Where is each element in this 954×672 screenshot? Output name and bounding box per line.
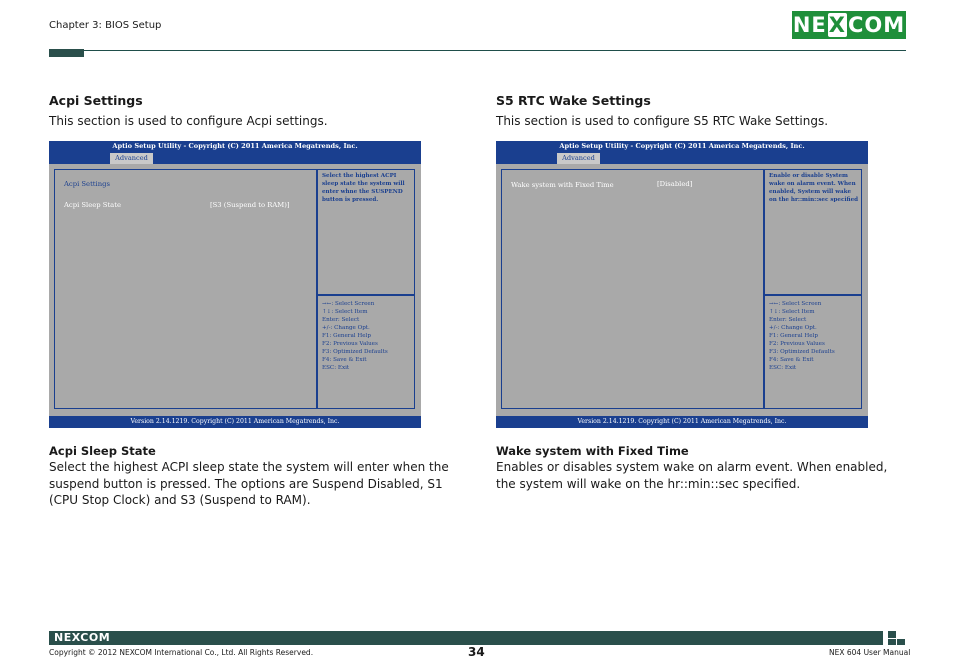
section-title-s5-rtc: S5 RTC Wake Settings	[496, 93, 651, 108]
section-intro-s5-rtc: This section is used to configure S5 RTC Wake Settings.	[496, 114, 829, 128]
key-hint: F1: General Help	[322, 333, 371, 339]
bios-screen-s5-rtc	[496, 141, 868, 428]
section-title-acpi: Acpi Settings	[49, 93, 143, 108]
bios-version-bar: Version 2.14.1219. Copyright (C) 2011 American Megatrends, Inc.	[496, 416, 868, 428]
bios-main-panel	[501, 169, 764, 409]
key-hint: →←: Select Screen	[322, 301, 375, 307]
nexcom-logo	[792, 11, 906, 39]
bios-tab-bar	[496, 152, 868, 164]
bios-tab-bar	[49, 152, 421, 164]
logo-text-com: COM	[847, 13, 906, 37]
key-hint: ESC: Exit	[769, 365, 797, 371]
page-number: 34	[468, 645, 485, 659]
key-hint: Enter: Select	[769, 317, 807, 323]
bios-keys-panel	[317, 295, 415, 409]
footer-square-icon	[897, 639, 905, 645]
logo-text-x: X	[828, 13, 846, 37]
bios-main-panel	[54, 169, 317, 409]
bios-help-panel	[764, 169, 862, 295]
bios-screen-acpi	[49, 141, 421, 428]
bios-help-text: Enable or disable System wake on alarm event. When enabled, System will wake on the hr::min::sec specified	[769, 173, 859, 203]
bios-item-wake-fixed-time[interactable]: Wake system with Fixed Time	[511, 181, 614, 189]
key-hint: ↑↓: Select Item	[322, 309, 368, 315]
bios-item-value[interactable]: [Disabled]	[657, 180, 693, 188]
footer-square-icon	[888, 639, 896, 645]
bios-tab-advanced[interactable]: Advanced	[110, 153, 153, 164]
key-hint: ↑↓: Select Item	[769, 309, 815, 315]
header-accent-block	[49, 49, 84, 57]
key-hint: +/-: Change Opt.	[322, 325, 370, 331]
key-hint: →←: Select Screen	[769, 301, 822, 307]
key-hint: F3: Optimized Defaults	[769, 349, 835, 355]
bios-title-bar: Aptio Setup Utility - Copyright (C) 2011 America Megatrends, Inc.	[49, 141, 421, 152]
footer-logo: NEXCOM	[54, 631, 111, 644]
bios-version-bar: Version 2.14.1219. Copyright (C) 2011 American Megatrends, Inc.	[49, 416, 421, 428]
key-hint: F4: Save & Exit	[769, 357, 814, 363]
key-hint: ESC: Exit	[322, 365, 350, 371]
bios-item-acpi-sleep-state[interactable]: Acpi Sleep State	[64, 201, 121, 209]
bios-key-list	[769, 300, 835, 372]
bios-tab-advanced[interactable]: Advanced	[557, 153, 600, 164]
description-acpi-sleep: Select the highest ACPI sleep state the system will enter when the suspend button is pressed. The options are Suspend Disabled, S1 (CPU Stop Clock) and S3 (Suspend to RAM).	[49, 460, 449, 507]
key-hint: Enter: Select	[322, 317, 360, 323]
bios-item-value[interactable]: [S3 (Suspend to RAM)]	[210, 201, 290, 209]
key-hint: F1: General Help	[769, 333, 818, 339]
bios-help-panel	[317, 169, 415, 295]
footer-bar	[49, 631, 883, 645]
footer-square-icon	[888, 631, 896, 638]
section-intro-acpi: This section is used to configure Acpi settings.	[49, 114, 328, 128]
header-rule	[84, 50, 906, 51]
bios-keys-panel	[764, 295, 862, 409]
key-hint: F3: Optimized Defaults	[322, 349, 388, 355]
key-hint: F2: Previous Values	[769, 341, 825, 347]
bios-section-label: Acpi Settings	[64, 180, 110, 188]
subsection-title-wake-fixed-time: Wake system with Fixed Time	[496, 444, 689, 458]
key-hint: +/-: Change Opt.	[769, 325, 817, 331]
subsection-title-acpi-sleep: Acpi Sleep State	[49, 444, 156, 458]
chapter-label: Chapter 3: BIOS Setup	[49, 20, 162, 31]
key-hint: F2: Previous Values	[322, 341, 378, 347]
footer-manual-name: NEX 604 User Manual	[829, 648, 911, 657]
bios-help-text: Select the highest ACPI sleep state the system will enter whne the SUSPEND button is pressed.	[322, 173, 405, 203]
bios-title-bar: Aptio Setup Utility - Copyright (C) 2011 America Megatrends, Inc.	[496, 141, 868, 152]
bios-key-list	[322, 300, 388, 372]
footer-copyright: Copyright © 2012 NEXCOM International Co., Ltd. All Rights Reserved.	[49, 648, 314, 657]
key-hint: F4: Save & Exit	[322, 357, 367, 363]
description-wake-fixed-time: Enables or disables system wake on alarm event. When enabled, the system will wake on the hr::min::sec specified.	[496, 460, 888, 491]
logo-text-ne: NE	[792, 13, 827, 37]
